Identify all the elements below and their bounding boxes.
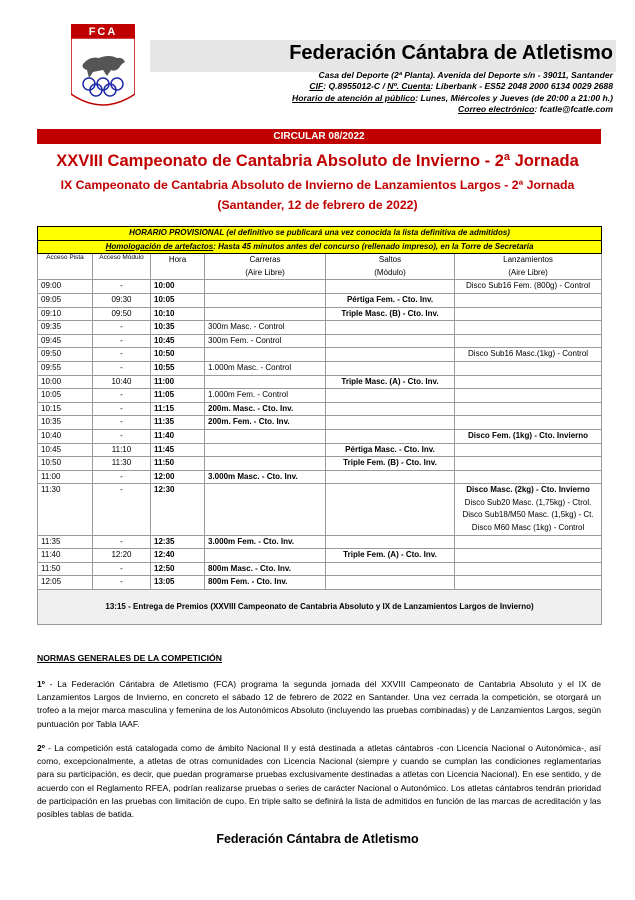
saltos-cell	[326, 361, 455, 375]
col-hora: Hora	[151, 254, 205, 280]
hora-cell: 12:35	[151, 535, 205, 549]
col-lanzamientos: Lanzamientos (Aire Libre)	[455, 254, 602, 280]
lanzamientos-cell	[455, 321, 602, 335]
circular-number: CIRCULAR 08/2022	[37, 129, 601, 144]
lanzamientos-cell	[455, 293, 602, 307]
saltos-cell	[326, 484, 455, 535]
saltos-cell	[326, 562, 455, 576]
col-acceso-pista: Acceso Pista	[38, 254, 93, 280]
acceso-modulo-cell: 10:40	[93, 375, 151, 389]
acceso-modulo-cell: 09:30	[93, 293, 151, 307]
acceso-pista-cell: 10:15	[38, 402, 93, 416]
lanzamientos-cell	[455, 389, 602, 403]
schedule-row	[38, 416, 602, 430]
acceso-modulo-cell: -	[93, 470, 151, 484]
carreras-cell	[205, 348, 326, 362]
acceso-modulo-cell: 11:30	[93, 457, 151, 471]
acceso-pista-cell: 12:05	[38, 576, 93, 590]
carreras-cell: 1.000m Masc. - Control	[205, 361, 326, 375]
saltos-cell	[326, 280, 455, 294]
saltos-cell: Triple Masc. (B) - Cto. Inv.	[326, 307, 455, 321]
lanzamientos-cell	[455, 334, 602, 348]
main-title: XXVIII Campeonato de Cantabria Absoluto de Invierno - 2ª Jornada	[56, 152, 579, 170]
saltos-cell	[326, 334, 455, 348]
acceso-pista-cell: 09:50	[38, 348, 93, 362]
carreras-cell: 1.000m Fem. - Control	[205, 389, 326, 403]
hora-cell: 11:35	[151, 416, 205, 430]
acceso-modulo-cell: -	[93, 429, 151, 443]
svg-text:FCA: FCA	[88, 26, 118, 38]
col-saltos: Saltos (Módulo)	[326, 254, 455, 280]
acceso-modulo-cell: -	[93, 562, 151, 576]
schedule-row	[38, 321, 602, 335]
schedule-row	[38, 562, 602, 576]
carreras-cell	[205, 443, 326, 457]
carreras-cell: 300m Fem. - Control	[205, 334, 326, 348]
hora-cell: 10:05	[151, 293, 205, 307]
carreras-cell	[205, 375, 326, 389]
acceso-pista-cell: 10:35	[38, 416, 93, 430]
lanzamientos-cell	[455, 576, 602, 590]
carreras-cell	[205, 457, 326, 471]
hora-cell: 10:50	[151, 348, 205, 362]
carreras-cell: 800m Masc. - Cto. Inv.	[205, 562, 326, 576]
acceso-modulo-cell: 11:10	[93, 443, 151, 457]
saltos-cell	[326, 470, 455, 484]
carreras-cell: 300m Masc. - Control	[205, 321, 326, 335]
cif-line: CIF: Q.8955012-C / Nº. Cuenta: Liberbank - ES52 2048 2000 6134 0029 2688	[309, 81, 613, 92]
saltos-cell	[326, 402, 455, 416]
saltos-cell: Pértiga Fem. - Cto. Inv.	[326, 293, 455, 307]
lanzamientos-cell	[455, 535, 602, 549]
awards-row: 13:15 - Entrega de Premios (XXVIII Campeonato de Cantabria Absoluto y IX de Lanzamientos Largos de Invierno)	[38, 590, 602, 625]
acceso-modulo-cell: -	[93, 389, 151, 403]
acceso-modulo-cell: -	[93, 576, 151, 590]
schedule-row	[38, 375, 602, 389]
lanzamientos-cell	[455, 361, 602, 375]
saltos-cell: Pértiga Masc. - Cto. Inv.	[326, 443, 455, 457]
hora-cell: 11:05	[151, 389, 205, 403]
lanzamientos-cell	[455, 470, 602, 484]
schedule-row	[38, 429, 602, 443]
org-contact-info	[292, 70, 613, 116]
lanzamientos-cell	[455, 402, 602, 416]
carreras-cell: 200m. Fem. - Cto. Inv.	[205, 416, 326, 430]
saltos-cell: Triple Masc. (A) - Cto. Inv.	[326, 375, 455, 389]
carreras-cell	[205, 484, 326, 535]
acceso-modulo-cell: -	[93, 361, 151, 375]
hora-cell: 10:55	[151, 361, 205, 375]
saltos-cell	[326, 535, 455, 549]
acceso-pista-cell: 09:00	[38, 280, 93, 294]
lanzamientos-cell	[455, 307, 602, 321]
lanzamientos-cell: Disco Masc. (2kg) - Cto. Invierno Disco Sub20 Masc. (1,75kg) - Ctrol. Disco Sub18/M50 Masc. (1,5kg) - Ct. Disco M60 Masc (1kg) - Control	[455, 484, 602, 535]
lanzamientos-cell: Disco Fem. (1kg) - Cto. Invierno	[455, 429, 602, 443]
acceso-modulo-cell: -	[93, 416, 151, 430]
carreras-cell	[205, 307, 326, 321]
schedule-row	[38, 470, 602, 484]
normas-paragraph-2: 2º - La competición está catalogada como de ámbito Nacional II y está destinada a atletas cántabros -con Licencia Nacional o Autonómica-, así como, excepcionalmente, a atletas de otras comunidades con Licencia Nacional (siempre y cuando se cumplan las condiciones reglamentarias para su participación, es decir, que puedan programarse pruebas exclusivamente destinadas a atletas con Licencia Nacional). En ese sentido, y de acuerdo con el Reglamento RFEA, podrían realizarse pruebas o series de carácter Nacional o Autonómico. Los atletas cántabros tendrán prioridad de participación en las pruebas con limitación de cupo. En triple salto se definirá la lista de admitidos en función de las marcas de acreditación y las posibles tablas de batida.	[37, 743, 601, 820]
hora-cell: 11:50	[151, 457, 205, 471]
schedule-row	[38, 535, 602, 549]
acceso-pista-cell: 10:40	[38, 429, 93, 443]
acceso-modulo-cell: -	[93, 348, 151, 362]
address: Casa del Deporte (2ª Planta). Avenida del Deporte s/n - 39011, Santander	[318, 70, 613, 80]
carreras-cell	[205, 429, 326, 443]
schedule-table	[37, 226, 602, 625]
saltos-cell	[326, 576, 455, 590]
horario-line: Horario de atención al público: Lunes, Miércoles y Jueves (de 20:00 a 21:00 h.)	[292, 92, 613, 103]
carreras-cell: 200m. Masc. - Cto. Inv.	[205, 402, 326, 416]
col-carreras: Carreras (Aire Libre)	[205, 254, 326, 280]
acceso-modulo-cell: 09:50	[93, 307, 151, 321]
acceso-modulo-cell: -	[93, 280, 151, 294]
saltos-cell	[326, 348, 455, 362]
acceso-pista-cell: 11:00	[38, 470, 93, 484]
acceso-modulo-cell: -	[93, 334, 151, 348]
schedule-row	[38, 549, 602, 563]
carreras-cell	[205, 549, 326, 563]
lanzamientos-cell: Disco Sub16 Masc.(1kg) - Control	[455, 348, 602, 362]
lanzamientos-cell	[455, 416, 602, 430]
acceso-pista-cell: 11:40	[38, 549, 93, 563]
normas-heading: NORMAS GENERALES DE LA COMPETICIÓN	[37, 653, 222, 663]
carreras-cell: 800m Fem. - Cto. Inv.	[205, 576, 326, 590]
saltos-cell: Triple Fem. (A) - Cto. Inv.	[326, 549, 455, 563]
schedule-row	[38, 361, 602, 375]
hora-cell: 11:00	[151, 375, 205, 389]
acceso-pista-cell: 10:05	[38, 389, 93, 403]
schedule-row	[38, 484, 602, 535]
schedule-row	[38, 334, 602, 348]
date-title: (Santander, 12 de febrero de 2022)	[217, 198, 418, 212]
lanzamientos-cell	[455, 375, 602, 389]
hora-cell: 11:40	[151, 429, 205, 443]
col-acceso-modulo: Acceso Módulo	[93, 254, 151, 280]
lanzamientos-cell	[455, 562, 602, 576]
acceso-modulo-cell: 12:20	[93, 549, 151, 563]
acceso-modulo-cell: -	[93, 484, 151, 535]
schedule-row	[38, 389, 602, 403]
acceso-pista-cell: 10:45	[38, 443, 93, 457]
acceso-pista-cell: 09:45	[38, 334, 93, 348]
schedule-row	[38, 293, 602, 307]
normas-paragraph-1: 1º - La Federación Cántabra de Atletismo (FCA) programa la segunda jornada del XXVIII Campeonato de Cantabria Absoluto y el IX de Lanzamientos Largos de Invierno, en concreto el sábado 12 de febrero de 2022 en Santander. Una vez cerrada la competición, se otorgará un trofeo a la mejor marca masculina y femenina de los Autonómicos Absoluto (incluyendo las pruebas combinadas) y de Lanzamientos Largos, según puntuación por Tabla IAAF.	[37, 679, 601, 729]
lanzamientos-cell: Disco Sub16 Fem. (800g) - Control	[455, 280, 602, 294]
hora-cell: 12:00	[151, 470, 205, 484]
schedule-row	[38, 576, 602, 590]
hora-cell: 10:10	[151, 307, 205, 321]
lanzamientos-cell	[455, 549, 602, 563]
hora-cell: 10:45	[151, 334, 205, 348]
acceso-pista-cell: 11:35	[38, 535, 93, 549]
provisional-banner: HORARIO PROVISIONAL (el definitivo se publicará una vez conocida la lista definitiva de admitidos)	[38, 227, 602, 241]
email-line: Correo electrónico: fcatle@fcatle.com	[457, 104, 613, 115]
hora-cell: 11:45	[151, 443, 205, 457]
lanzamientos-cell	[455, 457, 602, 471]
carreras-cell: 3.000m Masc. - Cto. Inv.	[205, 470, 326, 484]
schedule-row	[38, 457, 602, 471]
acceso-pista-cell: 09:35	[38, 321, 93, 335]
acceso-pista-cell: 09:55	[38, 361, 93, 375]
saltos-cell	[326, 429, 455, 443]
homologacion-banner: Homologación de artefactos: Hasta 45 minutos antes del concurso (rellenado impreso), en la Torre de Secretaría	[38, 240, 602, 254]
acceso-pista-cell: 09:05	[38, 293, 93, 307]
saltos-cell	[326, 416, 455, 430]
acceso-pista-cell: 10:50	[38, 457, 93, 471]
saltos-cell	[326, 389, 455, 403]
hora-cell: 11:15	[151, 402, 205, 416]
acceso-modulo-cell: -	[93, 402, 151, 416]
hora-cell: 12:40	[151, 549, 205, 563]
carreras-cell: 3.000m Fem. - Cto. Inv.	[205, 535, 326, 549]
hora-cell: 12:30	[151, 484, 205, 535]
hora-cell: 13:05	[151, 576, 205, 590]
schedule-row	[38, 402, 602, 416]
acceso-pista-cell: 11:50	[38, 562, 93, 576]
hora-cell: 10:35	[151, 321, 205, 335]
hora-cell: 12:50	[151, 562, 205, 576]
acceso-pista-cell: 10:00	[38, 375, 93, 389]
acceso-modulo-cell: -	[93, 535, 151, 549]
org-name: Federación Cántabra de Atletismo	[289, 42, 613, 64]
footer-org-name: Federación Cántabra de Atletismo	[216, 832, 419, 846]
schedule-row	[38, 443, 602, 457]
hora-cell: 10:00	[151, 280, 205, 294]
fca-logo	[71, 24, 135, 116]
sub-title: IX Campeonato de Cantabria Absoluto de Invierno de Lanzamientos Largos - 2ª Jornada	[60, 178, 575, 192]
carreras-cell	[205, 280, 326, 294]
saltos-cell	[326, 321, 455, 335]
saltos-cell: Triple Fem. (B) - Cto. Inv.	[326, 457, 455, 471]
acceso-pista-cell: 11:30	[38, 484, 93, 535]
acceso-modulo-cell: -	[93, 321, 151, 335]
schedule-row	[38, 348, 602, 362]
schedule-row	[38, 307, 602, 321]
acceso-pista-cell: 09:10	[38, 307, 93, 321]
carreras-cell	[205, 293, 326, 307]
lanzamientos-cell	[455, 443, 602, 457]
schedule-row	[38, 280, 602, 294]
